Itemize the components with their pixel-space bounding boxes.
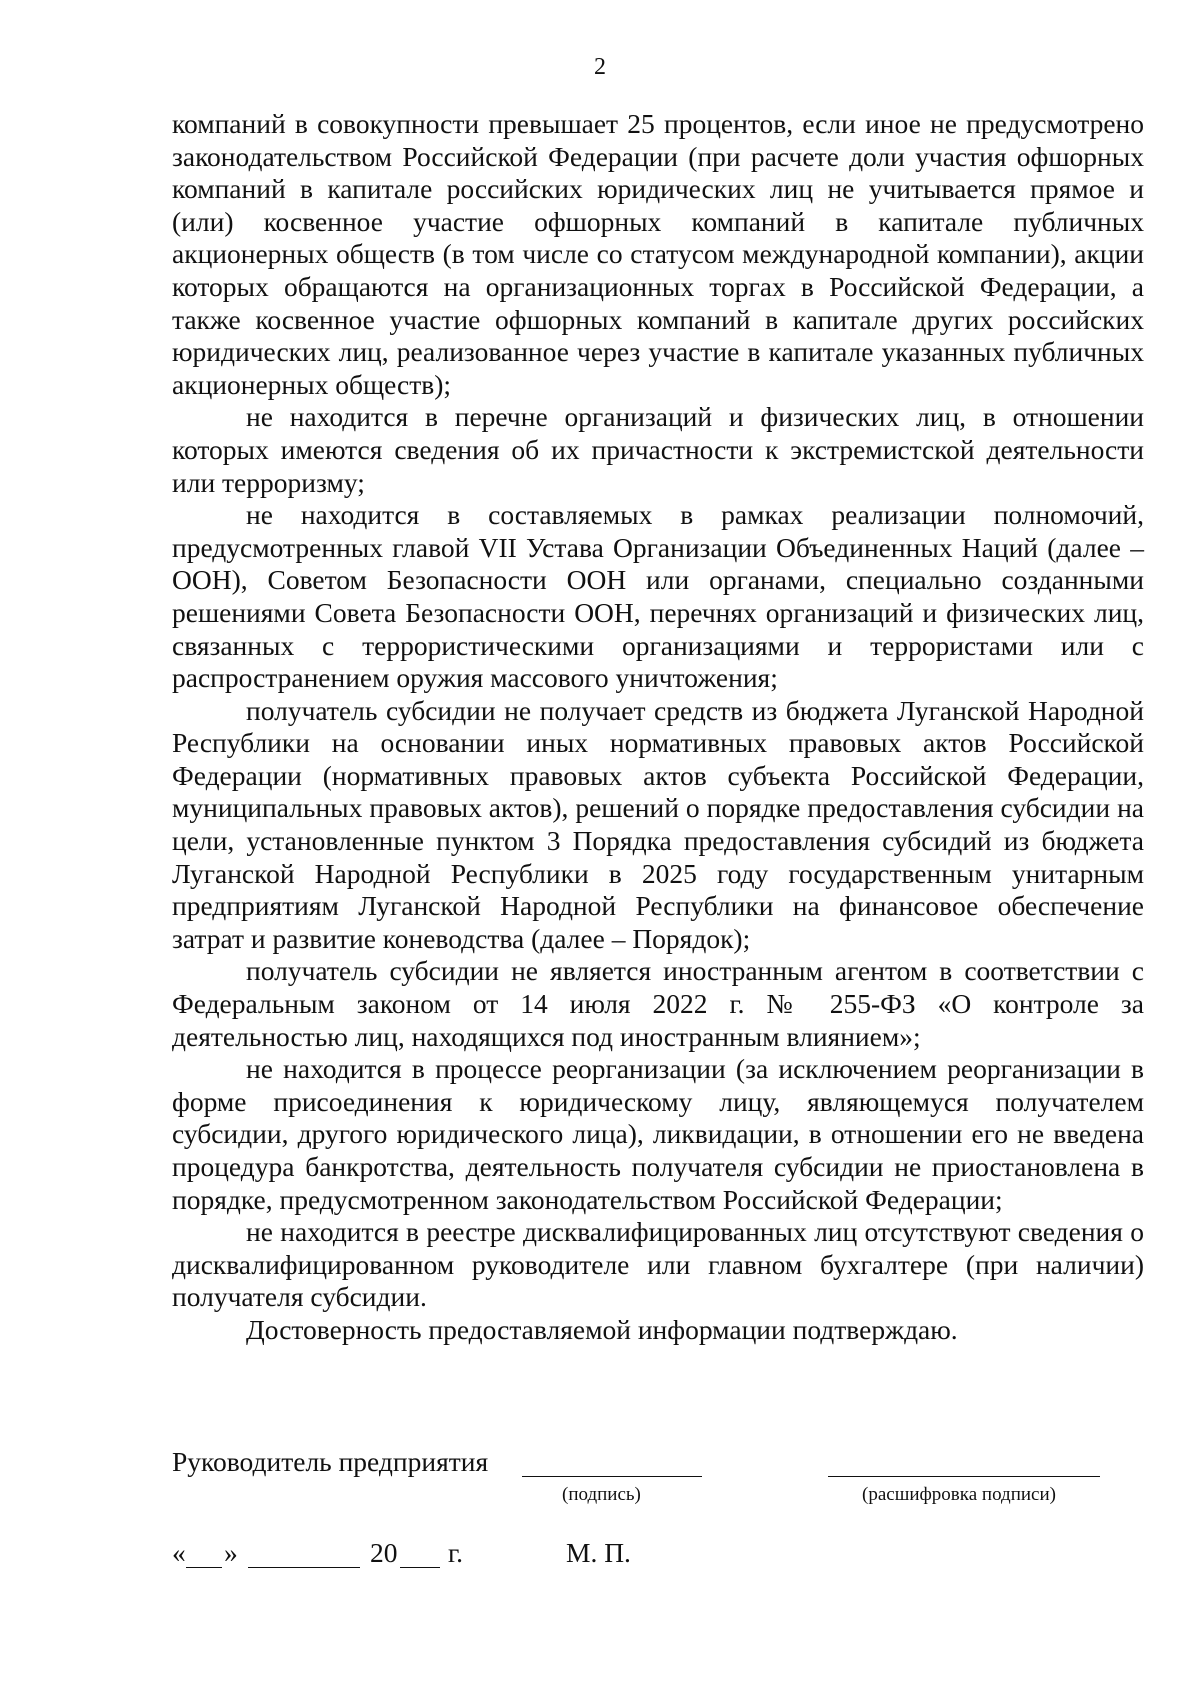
stamp-place-label: М. П.: [566, 1537, 631, 1568]
paragraph-reorganization: не находится в процессе реорганизации (за исключением реорганизации в форме присоединения к юридическому лицу, являющемуся получателем субсидии, другого юридического лица), ликвидации, в отношении его не введена процедура банкротства, деятельность получателя субсидии не приостановлена в порядке, предусмотренном законодательством Российской Федерации;: [172, 1053, 1144, 1215]
paragraph-foreign-agent: получатель субсидии не является иностранным агентом в соответствии с Федеральным законом от 14 июля 2022 г. № 255-ФЗ «О контроле за деятельностью лиц, находящихся под иностранным влиянием»;: [172, 955, 1144, 1052]
paragraph-confirmation: Достоверность предоставляемой информации подтверждаю.: [246, 1313, 958, 1345]
date-block: [172, 1537, 1144, 1577]
paragraph-disqualified-persons: не находится в реестре дисквалифицированных лиц отсутствуют сведения о дисквалифицированном руководителе или главном бухгалтере (при наличии) получателя субсидии.: [172, 1216, 1144, 1313]
paragraph-no-other-budget-funds: получатель субсидии не получает средств из бюджета Луганской Народной Республики на основании иных нормативных правовых актов Российской Федерации (нормативных правовых актов субъекта Российской Федерации, муниципальных правовых актов), решений о порядке предоставления субсидии на цели, установленные пунктом 3 Порядка предоставления субсидий из бюджета Луганской Народной Республики в 2025 году государственным унитарным предприятиям Луганской Народной Республики на финансовое обеспечение затрат и развитие коневодства (далее – Порядок);: [172, 694, 1144, 954]
document-body: [172, 108, 1144, 1347]
day-close-quote: »: [224, 1537, 238, 1568]
day-open-quote: «: [172, 1537, 186, 1568]
year-suffix: г.: [448, 1537, 464, 1568]
name-decoding-line: [828, 1446, 1100, 1477]
signature-caption: (подпись): [562, 1484, 641, 1505]
day-blank-line: [186, 1541, 222, 1568]
signature-line: [522, 1446, 702, 1477]
name-decoding-caption: (расшифровка подписи): [862, 1484, 1056, 1505]
paragraph-un-sanctions-list: не находится в составляемых в рамках реализации полномочий, предусмотренных главой VII Устава Организации Объединенных Наций (далее – ООН), Советом Безопасности ООН или органами, специально созданными решениями Совета Безопасности ООН, перечнях организаций и физических лиц, связанных с террористическими организациями и террористами или с распространением оружия массового уничтожения;: [172, 499, 1144, 694]
paragraph-offshore-participation: компаний в совокупности превышает 25 процентов, если иное не предусмотрено законодательством Российской Федерации (при расчете доли участия офшорных компаний в капитале российских юридических лиц не учитывается прямое и (или) косвенное участие офшорных компаний в капитале публичных акционерных обществ (в том числе со статусом международной компании), акции которых обращаются на организационных торгах в Российской Федерации, а также косвенное участие офшорных компаний в капитале других российских юридических лиц, реализованное через участие в капитале указанных публичных акционерных обществ);: [172, 108, 1144, 400]
signer-role-label: Руководитель предприятия: [172, 1446, 489, 1477]
page-number: 2: [594, 54, 606, 80]
signature-block: [172, 1446, 1144, 1506]
year-prefix: 20: [370, 1537, 398, 1568]
year-blank-line: [400, 1541, 440, 1568]
month-blank-line: [248, 1541, 360, 1568]
paragraph-extremism-list: не находится в перечне организаций и физических лиц, в отношении которых имеются сведения об их причастности к экстремистской деятельности или терроризму;: [172, 401, 1144, 498]
